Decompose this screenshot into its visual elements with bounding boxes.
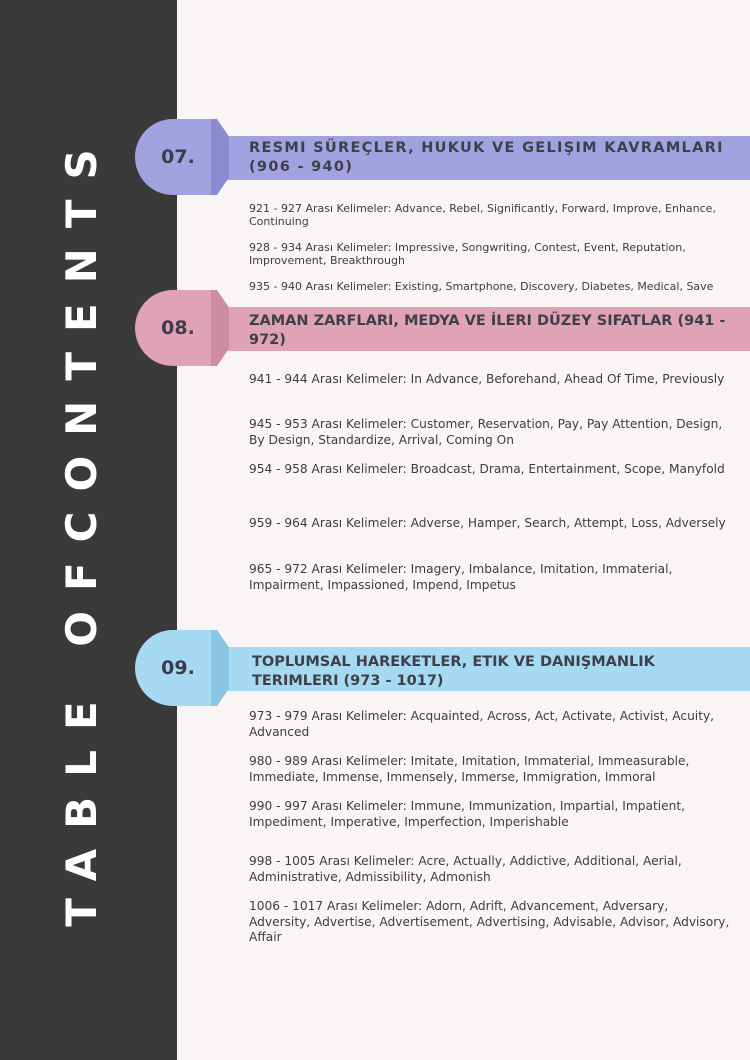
list-item: 998 - 1005 Arası Kelimeler: Acre, Actually, Addictive, Additional, Aerial, Administrative, Admissibility, Admonish [249,854,682,884]
list-item: 954 - 958 Arası Kelimeler: Broadcast, Drama, Entertainment, Scope, Manyfold [249,462,725,476]
section-title: TOPLUMSAL HAREKETLER, ETIK VE DANIŞMANLIK TERIMLERI (973 - 1017) [252,654,655,689]
list-item: 935 - 940 Arası Kelimeler: Existing, Smartphone, Discovery, Diabetes, Medical, Save [249,280,714,293]
list-item: 959 - 964 Arası Kelimeler: Adverse, Hamper, Search, Attempt, Loss, Adversely [249,516,726,530]
section-number: 08. [161,317,195,339]
list-item: 973 - 979 Arası Kelimeler: Acquainted, Across, Act, Activate, Activist, Acuity, Advanced [249,709,715,739]
list-item: 1006 - 1017 Arası Kelimeler: Adorn, Adrift, Advancement, Adversary, Adversity, Advertise, Advertisement, Advertising, Advisable, Advisor, Advisory, Affair [249,899,730,944]
list-item: 945 - 953 Arası Kelimeler: Customer, Reservation, Pay, Pay Attention, Design, By Design, Standardize, Arrival, Coming On [249,417,723,447]
section-number: 07. [161,146,195,168]
table-of-contents-title: TABLE OFCONTENTS [57,129,106,927]
list-item: 980 - 989 Arası Kelimeler: Imitate, Imitation, Immaterial, Immeasurable, Immediate, Immense, Immensely, Immerse, Immigration, Immoral [249,754,690,784]
list-item: 990 - 997 Arası Kelimeler: Immune, Immunization, Impartial, Impatient, Impediment, Imperative, Imperfection, Imperishable [249,799,685,829]
list-item: 928 - 934 Arası Kelimeler: Impressive, Songwriting, Contest, Event, Reputation, Improvement, Breakthrough [249,241,686,267]
list-item: 941 - 944 Arası Kelimeler: In Advance, Beforehand, Ahead Of Time, Previously [249,372,725,386]
list-item: 921 - 927 Arası Kelimeler: Advance, Rebel, Significantly, Forward, Improve, Enhance, Continuing [249,202,716,228]
section-title: RESMI SÜREÇLER, HUKUK VE GELIŞIM KAVRAMLARI (906 - 940) [249,140,724,175]
section-number: 09. [161,657,195,679]
list-item: 965 - 972 Arası Kelimeler: Imagery, Imbalance, Imitation, Immaterial, Impairment, Impassioned, Impend, Impetus [249,562,673,592]
section-title: ZAMAN ZARFLARI, MEDYA VE İLERI DÜZEY SIFATLAR (941 - 972) [249,313,726,348]
